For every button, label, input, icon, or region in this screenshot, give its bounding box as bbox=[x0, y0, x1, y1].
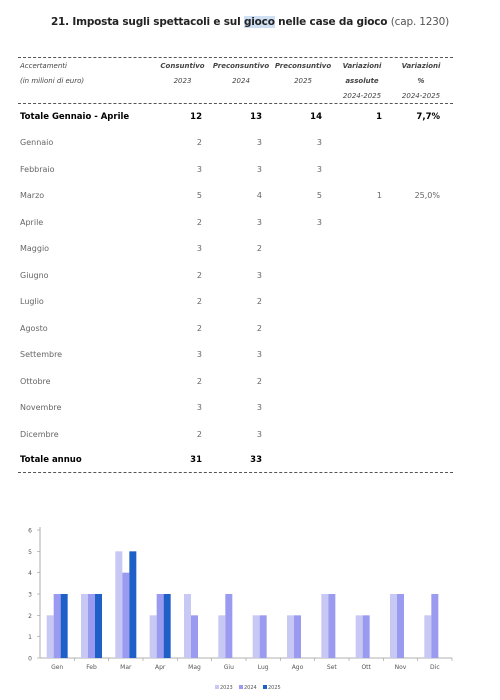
cell-c2023: 2 bbox=[196, 429, 202, 439]
table-row bbox=[0, 191, 500, 205]
cell-pct: 7,7% bbox=[416, 112, 440, 122]
bar-2023 bbox=[390, 594, 397, 658]
cell-label: Settembre bbox=[20, 350, 63, 359]
title-highlight: gioco bbox=[243, 16, 275, 28]
x-tick-label: Mar bbox=[120, 664, 132, 671]
y-tick-label: 0 bbox=[28, 655, 32, 663]
cell-label: Ottobre bbox=[20, 376, 51, 386]
cell-abs: 1 bbox=[376, 112, 382, 122]
cell-c2023: 2 bbox=[196, 323, 202, 333]
bar-2024 bbox=[328, 594, 335, 658]
table-row bbox=[0, 165, 500, 179]
cell-c2024: 2 bbox=[256, 376, 262, 386]
cell-c2024: 2 bbox=[256, 297, 262, 306]
total-period-row bbox=[0, 112, 500, 126]
table-row bbox=[0, 403, 500, 417]
cell-abs: 1 bbox=[376, 191, 382, 200]
header-col1-line2: 2023 bbox=[173, 77, 192, 85]
y-tick-label: 4 bbox=[28, 570, 32, 578]
header-col4-line1: Variazioni bbox=[342, 62, 382, 70]
table-row bbox=[0, 271, 500, 285]
cell-c2025: 5 bbox=[316, 191, 322, 200]
cell-c2023: 12 bbox=[190, 112, 202, 122]
x-tick-label: Giu bbox=[223, 664, 234, 671]
cell-label: Gennaio bbox=[20, 138, 54, 147]
title-cap: (cap. 1230) bbox=[390, 16, 450, 28]
cell-c2025: 3 bbox=[316, 217, 322, 227]
cell-c2023: 3 bbox=[196, 350, 202, 359]
bar-2024 bbox=[54, 594, 61, 658]
cell-label: Marzo bbox=[20, 191, 45, 200]
bar-2025 bbox=[164, 594, 171, 658]
x-tick-label: Set bbox=[326, 664, 337, 671]
header-col4-line3: 2024-2025 bbox=[342, 92, 382, 100]
cell-c2023: 31 bbox=[190, 455, 202, 465]
header-col2-line2: 2024 bbox=[232, 77, 250, 85]
bar-2023 bbox=[356, 615, 363, 658]
cell-c2024: 3 bbox=[256, 350, 262, 359]
header-col0-line1: Accertamenti bbox=[20, 62, 67, 70]
x-tick-label: Gen bbox=[51, 664, 64, 671]
page-title bbox=[0, 16, 500, 28]
table-row bbox=[0, 430, 500, 444]
header-bottom-rule bbox=[18, 103, 453, 104]
x-tick-label: Dic bbox=[430, 664, 440, 671]
bar-2024 bbox=[431, 594, 438, 658]
bar-2024 bbox=[294, 615, 301, 658]
y-tick-label: 5 bbox=[28, 548, 32, 556]
cell-label: Totale annuo bbox=[20, 455, 82, 465]
y-tick-label: 2 bbox=[28, 612, 32, 620]
cell-c2023: 5 bbox=[196, 191, 202, 200]
cell-c2024: 2 bbox=[256, 244, 262, 253]
x-tick-label: Ott bbox=[361, 664, 371, 671]
cell-c2023: 3 bbox=[196, 244, 202, 253]
cell-c2024: 33 bbox=[250, 455, 262, 465]
cell-c2024: 4 bbox=[256, 191, 262, 200]
bar-2023 bbox=[150, 615, 157, 658]
cell-label: Novembre bbox=[20, 403, 62, 412]
bar-2024 bbox=[397, 594, 404, 658]
header-col0-line2: (in milioni di euro) bbox=[20, 77, 85, 85]
y-tick-label: 6 bbox=[28, 527, 32, 535]
bar-2024 bbox=[191, 615, 198, 658]
table-row bbox=[0, 297, 500, 311]
bar-chart bbox=[0, 500, 500, 700]
cell-pct: 25,0% bbox=[414, 191, 440, 200]
bar-2023 bbox=[287, 615, 294, 658]
cell-c2024: 3 bbox=[256, 429, 262, 439]
cell-c2023: 2 bbox=[196, 270, 202, 280]
cell-c2024: 2 bbox=[256, 323, 262, 333]
cell-c2023: 2 bbox=[196, 138, 202, 147]
title-suffix: nelle case da gioco bbox=[274, 16, 388, 28]
header-col5-line1: Variazioni bbox=[401, 62, 441, 70]
legend-label: 2025 bbox=[268, 685, 281, 691]
cell-c2024: 3 bbox=[256, 403, 262, 412]
table-row bbox=[0, 244, 500, 258]
cell-c2024: 3 bbox=[256, 217, 262, 227]
cell-c2024: 3 bbox=[256, 164, 262, 174]
cell-label: Totale Gennaio - Aprile bbox=[20, 112, 130, 122]
x-tick-label: Lug bbox=[257, 664, 269, 671]
legend-label: 2024 bbox=[244, 685, 257, 691]
bar-2024 bbox=[157, 594, 164, 658]
table-row bbox=[0, 324, 500, 338]
bar-2025 bbox=[61, 594, 68, 658]
cell-c2024: 3 bbox=[256, 270, 262, 280]
bar-2024 bbox=[88, 594, 95, 658]
cell-c2023: 2 bbox=[196, 376, 202, 386]
bar-2024 bbox=[260, 615, 267, 658]
cell-c2025: 14 bbox=[310, 112, 322, 122]
header-col1-line1: Consuntivo bbox=[160, 62, 205, 70]
cell-label: Aprile bbox=[20, 217, 44, 227]
y-tick-label: 1 bbox=[28, 634, 32, 642]
total-year-row bbox=[0, 455, 500, 469]
bar-2023 bbox=[184, 594, 191, 658]
cell-c2024: 3 bbox=[256, 138, 262, 147]
cell-label: Luglio bbox=[20, 297, 44, 306]
table-row bbox=[0, 377, 500, 391]
header-col3-line1: Preconsuntivo bbox=[274, 62, 332, 70]
legend-swatch-2024 bbox=[239, 685, 243, 689]
y-tick-label: 3 bbox=[28, 591, 32, 599]
table-bottom-rule bbox=[18, 472, 453, 473]
bar-2025 bbox=[129, 551, 136, 658]
header-col2-line1: Preconsuntivo bbox=[212, 62, 270, 70]
bar-2023 bbox=[321, 594, 328, 658]
cell-c2023: 3 bbox=[196, 164, 202, 174]
table-row bbox=[0, 350, 500, 364]
header-col3-line2: 2025 bbox=[294, 77, 312, 85]
title-prefix: 21. Imposta sugli spettacoli e sul bbox=[50, 16, 244, 28]
cell-c2024: 13 bbox=[250, 112, 262, 122]
cell-c2025: 3 bbox=[316, 138, 322, 147]
header-top-rule bbox=[18, 57, 453, 58]
x-tick-label: Apr bbox=[154, 664, 166, 671]
cell-label: Febbraio bbox=[20, 164, 55, 174]
bar-2023 bbox=[218, 615, 225, 658]
header-col5-line2: % bbox=[417, 77, 425, 85]
cell-c2023: 3 bbox=[196, 403, 202, 412]
bar-2024 bbox=[122, 573, 129, 658]
x-tick-label: Mag bbox=[188, 664, 201, 671]
cell-label: Maggio bbox=[20, 244, 50, 253]
cell-c2025: 3 bbox=[316, 164, 322, 174]
x-tick-label: Feb bbox=[86, 664, 97, 671]
cell-c2023: 2 bbox=[196, 297, 202, 306]
cell-label: Giugno bbox=[20, 270, 49, 280]
bar-2025 bbox=[95, 594, 102, 658]
bar-2023 bbox=[253, 615, 260, 658]
legend-swatch-2025 bbox=[263, 685, 267, 689]
cell-c2023: 2 bbox=[196, 217, 202, 227]
header-col4-line2: assolute bbox=[345, 77, 379, 85]
cell-label: Agosto bbox=[20, 323, 48, 333]
table-row bbox=[0, 218, 500, 232]
cell-label: Dicembre bbox=[20, 429, 59, 439]
bar-2023 bbox=[115, 551, 122, 658]
legend-swatch-2023 bbox=[215, 685, 219, 689]
bar-2023 bbox=[424, 615, 431, 658]
x-tick-label: Nov bbox=[394, 664, 407, 671]
bar-2024 bbox=[225, 594, 232, 658]
bar-2024 bbox=[363, 615, 370, 658]
bar-2023 bbox=[47, 615, 54, 658]
header-col5-line3: 2024-2025 bbox=[401, 92, 441, 100]
x-tick-label: Ago bbox=[291, 664, 304, 671]
table-row bbox=[0, 138, 500, 152]
bar-2023 bbox=[81, 594, 88, 658]
legend-label: 2023 bbox=[220, 685, 233, 691]
